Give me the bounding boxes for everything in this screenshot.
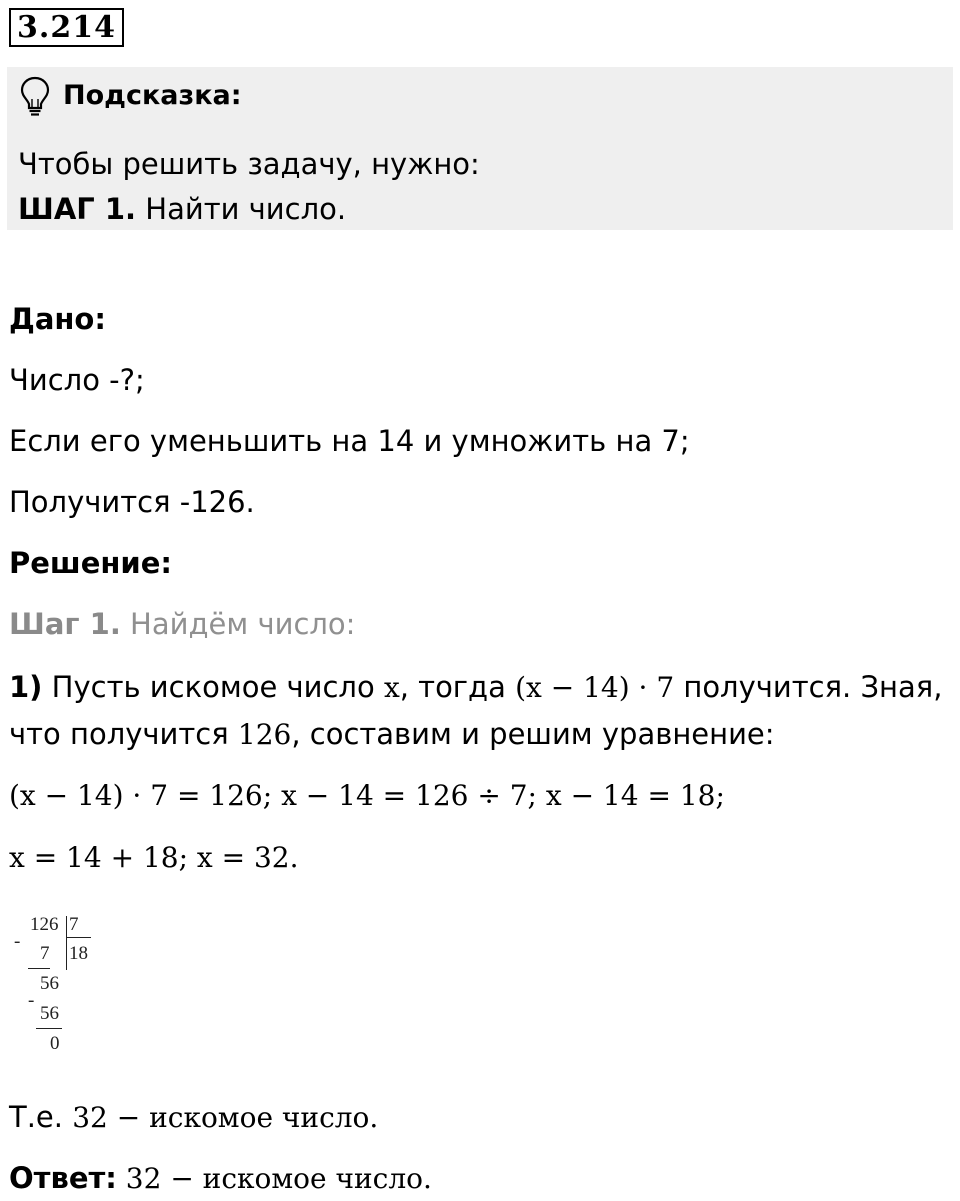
- hint-title: Подсказка:: [63, 80, 242, 111]
- division-dividend: 126: [30, 914, 59, 935]
- hint-step: [18, 189, 346, 229]
- division-rule-2: [36, 1028, 62, 1029]
- hint-step-label: ШАГ 1.: [18, 192, 137, 226]
- hint-step-text: Найти число.: [136, 192, 347, 226]
- solution-line2-a: что получится: [9, 717, 238, 751]
- solution-item-text-c: получится. Зная,: [674, 670, 943, 704]
- solution-item-label: 1): [9, 670, 43, 704]
- division-minus-2: -: [28, 990, 35, 1011]
- solution-step-label: Шаг 1.: [9, 607, 121, 641]
- answer-value: 32 − искомое число.: [116, 1162, 432, 1195]
- solution-heading: Решение:: [9, 546, 173, 580]
- solution-item-var: x: [383, 671, 400, 704]
- division-quotient: 18: [69, 943, 88, 964]
- division-vertical-rule: [66, 916, 67, 970]
- conclusion-prefix: Т.е.: [9, 1100, 73, 1134]
- given-line-1: Число -?;: [9, 363, 145, 397]
- solution-item-line-2: [9, 714, 775, 755]
- solution-line2-b: , составим и решим уравнение:: [291, 717, 775, 751]
- lightbulb-icon: [18, 75, 52, 117]
- long-division: [10, 910, 100, 1060]
- conclusion: [9, 1097, 378, 1138]
- division-remainder: 0: [50, 1033, 60, 1054]
- given-line-3: Получится -126.: [9, 485, 255, 519]
- division-minus-1: -: [14, 931, 21, 952]
- equation-line-1: (x − 14) · 7 = 126; x − 14 = 126 ÷ 7; x − 14 = 18;: [9, 779, 725, 812]
- solution-step-title: [9, 604, 355, 644]
- division-step1-sub: 7: [40, 943, 50, 964]
- solution-item-expr: (x − 14) · 7: [515, 671, 675, 704]
- answer-label: Ответ:: [9, 1161, 117, 1195]
- answer: [9, 1158, 432, 1199]
- solution-step-text: Найдём число:: [120, 607, 356, 641]
- solution-item-line-1: [9, 667, 942, 708]
- hint-intro: Чтобы решить задачу, нужно:: [18, 147, 480, 181]
- solution-line2-num: 126: [237, 718, 292, 751]
- division-rule-1: [28, 968, 50, 969]
- equation-line-2: x = 14 + 18; x = 32.: [9, 841, 299, 874]
- division-step2-sub: 56: [40, 1003, 59, 1024]
- solution-item-text-a: Пусть искомое число: [42, 670, 384, 704]
- conclusion-value: 32 − искомое число.: [72, 1101, 379, 1134]
- problem-number: 3.214: [9, 8, 124, 47]
- solution-item-text-b: , тогда: [399, 670, 516, 704]
- division-divisor: 7: [69, 914, 79, 935]
- division-quotient-rule: [67, 937, 91, 938]
- division-step1-rem: 56: [40, 973, 59, 994]
- given-line-2: Если его уменьшить на 14 и умножить на 7;: [9, 424, 690, 458]
- given-heading: Дано:: [9, 302, 106, 336]
